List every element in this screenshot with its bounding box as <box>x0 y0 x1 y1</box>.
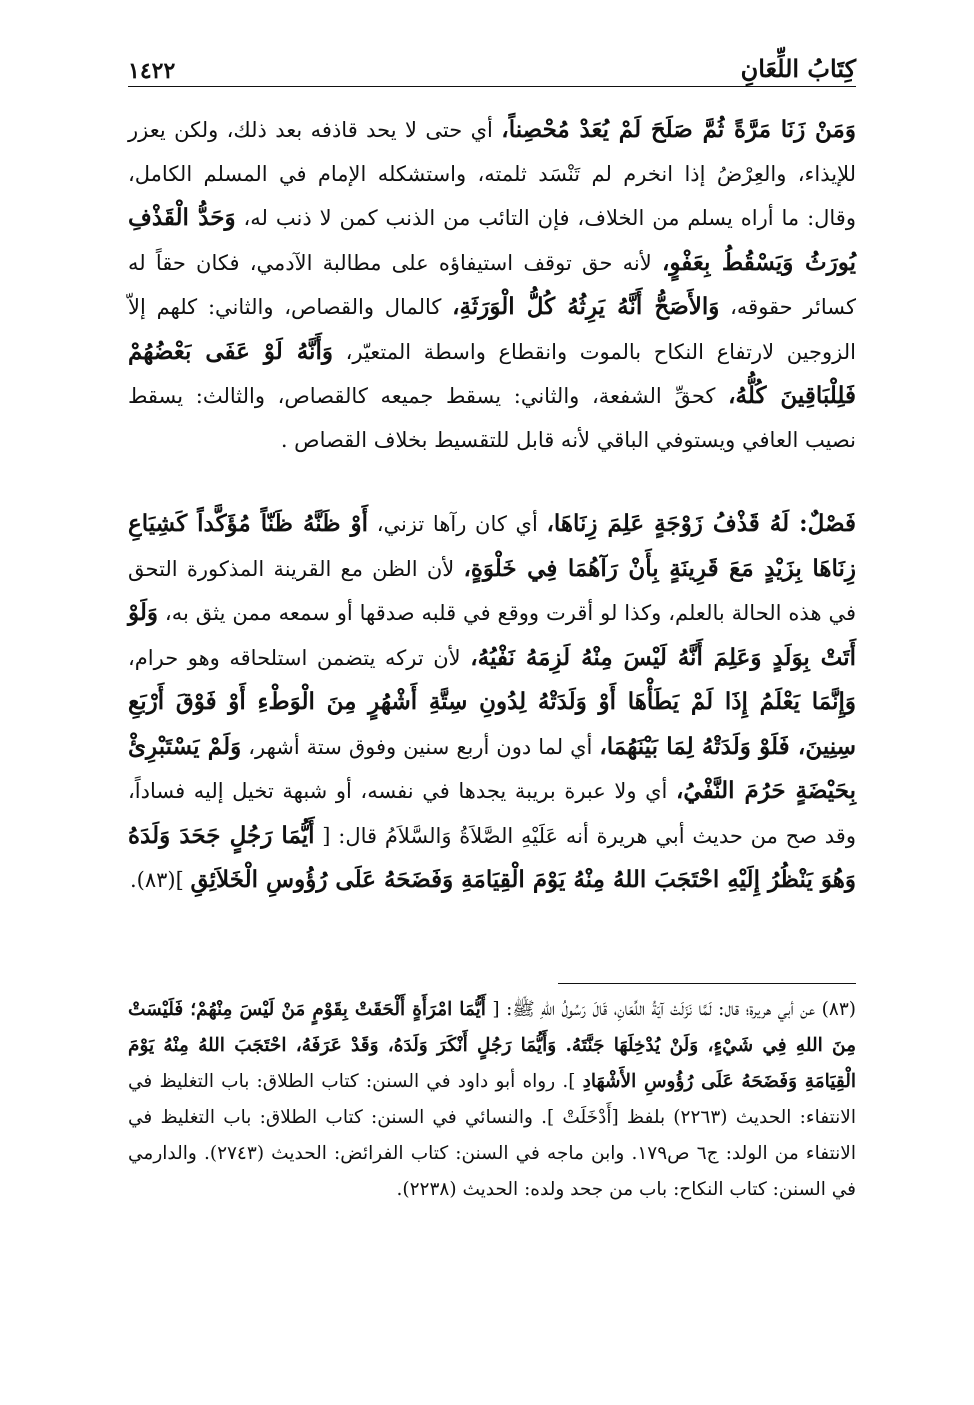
matn-text: فَصْلٌ: لَهُ قَذْفُ زَوْجَةٍ عَلِمَ زِنَاهَا، <box>546 510 856 537</box>
commentary-text: لأنه حق توقف استيفاؤه على مطالبة الآدمي، فكان حقاً له كسائر حقوقه، <box>128 250 856 319</box>
page-number: ١٤٢٢ <box>128 58 176 84</box>
footnotes <box>128 992 856 1208</box>
hadith-quote: أَيُّمَا رَجُلٍ جَحَدَ وَلَدَهُ وَهُوَ يَنْظُرُ إِلَيْهِ احْتَجَبَ اللهُ مِنْهُ يَوْمَ الْقِيَامَةِ وَفَضَحَهُ عَلَى رُؤُوسِ الْخَلاَئِقِ <box>128 821 856 893</box>
running-header <box>128 54 856 87</box>
commentary-text: أي ولا عبرة بريبة يجدها في نفسه، أو شبهة تخيل إليه فساداً، وقد صح من حديث أبي هريرة أنه عَلَيْهِ الصَّلاَةُ وَالسَّلاَمُ قال: [ <box>128 779 856 848</box>
footnote-separator <box>558 983 856 984</box>
main-text <box>128 108 856 903</box>
matn-text: وَلَوْ أَتَتْ بِوَلَدٍ وَعَلِمَ أَنَّهُ لَيْسَ مِنْهُ لَزِمَهُ نَفْيُهُ، <box>128 599 857 671</box>
commentary-text: أي حتى لا يحد قاذفه بعد ذلك، ولكن يعزر للإيذاء، والعِرْضُ إذا انخرم لم تَنْسَد ثلمته، واستشكله الإمام في المسلم الكامل، وقال: ما أراه يسلم من الخلاف، فإن التائب من الذنب كمن لا ذنب له، <box>128 118 856 230</box>
paragraph-defamation <box>128 108 856 462</box>
matn-text: وَلَمْ يَسْتَبْرِئْ بِحَيْضَةٍ حَرُمَ النَّفْيُ، <box>128 732 856 804</box>
matn-text: وَإِنَّمَا يَعْلَمُ إِذَا لَمْ يَطَأْهَا أَوْ وَلَدَتْهُ لِدُونِ سِتَّةِ أَشْهُرٍ مِنَ الْوَطْءِ أَوْ فَوْقَ أَرْبَعِ سِنِينَ، فَلَوْ وَلَدَتْهُ لِمَا بَيْنَهُمَا، <box>128 688 856 760</box>
matn-text: وَمَنْ زَنَا مَرَّةً ثُمَّ صَلَحَ لَمْ يُعَدْ مُحْصِناً، <box>501 116 856 143</box>
commentary-text: لأن الظن مع القرينة المذكورة التحق في هذه الحالة بالعلم، وكذا لو أقرت ووقع في قلبه صدقها أو سمعه ممن يثق به، <box>128 556 856 625</box>
footnote-83 <box>128 992 856 1208</box>
paragraph-section <box>128 502 856 903</box>
commentary-text: أي لما دون أربع سنين وفوق ستة أشهر، <box>241 734 600 759</box>
footnote-text: ]. رواه أبو داود في السنن: كتاب الطلاق: باب التغليظ في الانتفاء: الحديث (٢٢٦٣) بلفظ [أَدْخَلَتْ ]. والنسائي في السنن: كتاب الطلاق: باب التغليظ في الانتفاء من الولد: ج٦ ص١٧٩. وابن ماجه في السنن: كتاب الفرائض: الحديث (٢٧٤٣). والدارمي في السنن: كتاب النكاح: باب من جحد ولده: الحديث (٢٢٣٨). <box>128 1071 856 1200</box>
matn-text: وَحَدُّ الْقَذْفِ يُورَثُ وَيَسْقُطُ بِعَفْوٍ، <box>128 204 856 276</box>
hadith-quote: أَيُّمَا امْرَأَةٍ أَلْحَقَتْ بِقَوْمٍ مَنْ لَيْسَ مِنْهُمْ؛ فَلَيْسَتْ مِنَ اللهِ فِي شَيْءٍ، وَلَنْ يُدْخِلَهَا جَنَّتَهُ. وَأَيُّمَا رَجُلٍ أَنْكَرَ وَلَدَهُ، وَقَدْ عَرَفَهُ، احْتَجَبَ اللهُ مِنْهُ يَوْمَ الْقِيَامَةِ وَفَضَحَهُ عَلَى رُؤُوسِ الأَشْهَادِ <box>128 999 856 1092</box>
commentary-text: لأن تركه يتضمن استلحاقه وهو حرام، <box>128 645 471 670</box>
footnote-marker: ](٨٣). <box>129 868 191 892</box>
commentary-text: كحقِّ الشفعة، والثاني: يسقط جميعه كالقصاص، والثالث: يسقط نصيب العافي ويستوفي الباقي لأنه قابل للتقسيط بخلاف القصاص . <box>128 384 856 452</box>
book-title: كِتَابُ اللِّعَانِ <box>740 54 856 83</box>
commentary-text: أي كان رآها تزني، <box>368 512 547 536</box>
matn-text: وَالأَصَحُّ أَنَّهُ يَرِثُهُ كُلُّ الْوَرَثَةِ، <box>452 293 720 320</box>
matn-text: وَأَنَّهُ لَوْ عَفَى بَعْضُهُمْ فَلِلْبَاقِينَ كُلُّهُ، <box>128 337 856 409</box>
commentary-text: كالمال والقصاص، والثاني: كلهم إلاّ الزوجين لارتفاع النكاح بالموت وانقطاع واسطة المتعيّر، <box>128 295 856 364</box>
footnote-text: (٨٣) عن أبي هريرة؛ قال: لَمَّا نَزَلَتْ آيَةُ اللِّعَانِ، قَالَ رَسُولُ اللهِ ﷺ: [ <box>485 999 856 1020</box>
matn-text: أَوْ ظَنَّهُ ظَنّاً مُؤَكَّداً كَشِيَاعِ زِنَاهَا بِزَيْدٍ مَعَ قَرِينَةٍ بِأَنْ رَآهُمَا فِي خَلْوَةٍ، <box>128 510 856 582</box>
